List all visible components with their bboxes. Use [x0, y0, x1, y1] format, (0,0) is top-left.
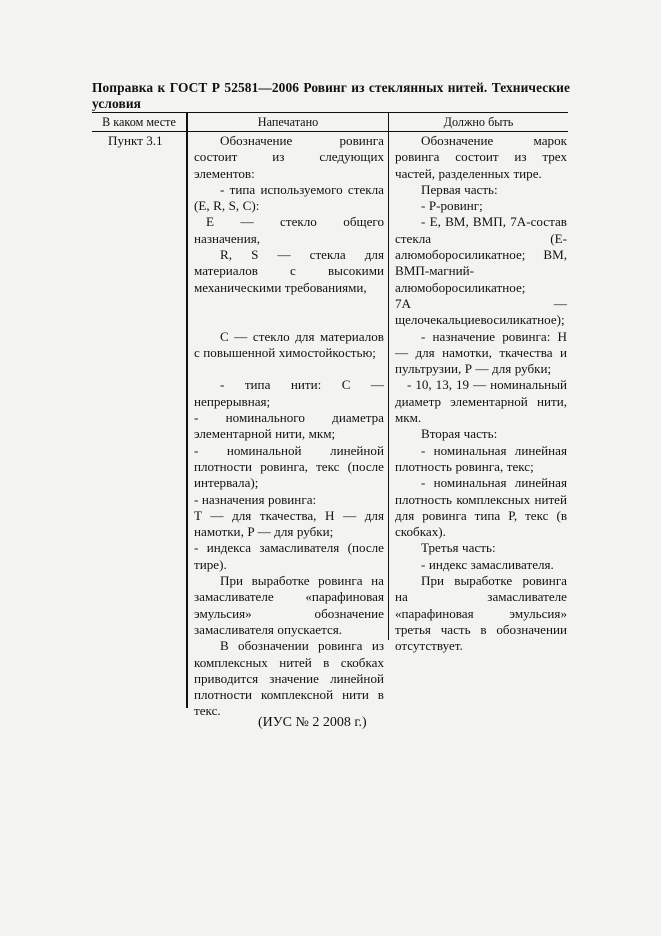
correct-line: Вторая часть: [421, 426, 498, 442]
printed-line: C — стекло для материалов с повышенной химостойкостью; [194, 328, 384, 360]
header-printed: Напечатано [257, 115, 319, 129]
printed-line: - назначения ровинга: [194, 491, 317, 507]
correct-line: - номинальная линейная плотность комплексных нитей для ровинга типа Р, текс (в скобках). [395, 475, 567, 540]
printed-line: T — для ткачества, H — для намотки, P — для рубки; [194, 507, 384, 540]
printed-line: R, S — стекла для материалов с высокими механическими требованиями, [194, 247, 384, 295]
footer-note: (ИУС № 2 2008 г.) [258, 715, 367, 730]
printed-line: - индекса замасливателя (после тире). [194, 540, 384, 572]
printed-line: - типа используемого стекла (E, R, S, C): [194, 181, 384, 214]
column-divider-1 [186, 112, 188, 708]
printed-line: При выработке ровинга на замасливателе «парафиновая эмульсия» обозначение замасливателя опускается. [194, 573, 384, 637]
correct-line: - Е, ВМ, ВМП, 7А-состав стекла (Е-алюмоборосиликатное; ВМ, ВМП-магний-алюмоборосиликатное; [395, 214, 567, 295]
correct-line: - Р-ровинг; [421, 198, 483, 214]
printed-line: Обозначение ровинга состоит из следующих элементов: [194, 133, 384, 181]
printed-line: E — стекло общего назначения, [194, 214, 384, 246]
correct-column [395, 133, 567, 655]
printed-line: В обозначении ровинга из комплексных нитей в скобках приводится значение линейной плотности комплексной нити в текс. [194, 638, 384, 719]
table-header-rule [92, 131, 568, 132]
printed-line: - номинального диаметра элементарной нити, мкм; [194, 410, 384, 442]
printed-line: - типа нити: C — непрерывная; [194, 377, 384, 409]
correct-line: При выработке ровинга на замасливателе «парафиновая эмульсия» третья часть в обозначении отсутствует. [395, 573, 567, 654]
correct-line: - номинальная линейная плотность ровинга, текс; [395, 442, 567, 474]
correct-line: 7А — щелочекальциевосиликатное); [395, 295, 567, 328]
correct-line: Первая часть: [421, 181, 498, 197]
printed-column [194, 133, 384, 720]
correct-line: Третья часть: [421, 540, 496, 556]
header-place: В каком месте [102, 115, 176, 129]
correct-line: - индекс замасливателя. [421, 556, 554, 572]
header-correct: Должно быть [443, 115, 514, 129]
document-title: Поправка к ГОСТ Р 52581—2006 Ровинг из стеклянных нитей. Технические условия [92, 80, 570, 111]
correct-line: Обозначение марок ровинга состоит из трех частей, разделенных тире. [395, 133, 567, 181]
correct-line: - 10, 13, 19 — номинальный диаметр элементарной нити, мкм. [395, 377, 567, 426]
place-cell: Пункт 3.1 [108, 133, 163, 148]
column-divider-2 [388, 112, 389, 640]
correct-line: - назначение ровинга: Н — для намотки, ткачества и пультрузии, Р — для рубки; [395, 328, 567, 377]
printed-line: - номинальной линейной плотности ровинга, текс (после интервала); [194, 442, 384, 491]
